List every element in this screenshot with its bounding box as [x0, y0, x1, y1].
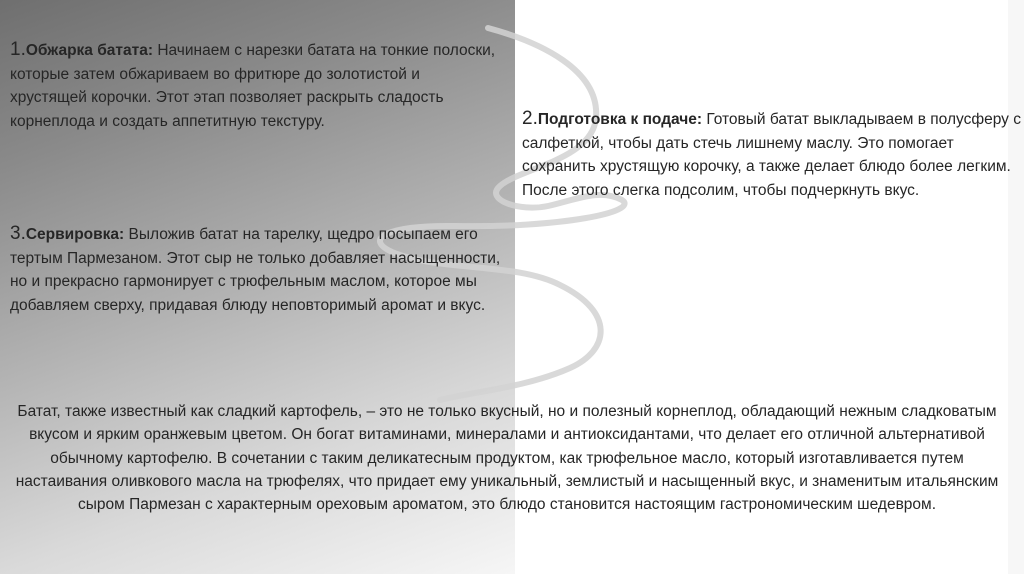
step-1-title: Обжарка батата:: [25, 42, 154, 59]
step-3-title: Сервировка:: [25, 226, 125, 243]
summary-paragraph: Батат, также известный как сладкий картофель, – это не только вкусный, но и полезный корнеплод, обладающий нежным сладковатым вкусом и ярким оранжевым цветом. Он богат витаминами, минералами и антиоксидантами, что делает его отличной альтернативой обычному картофелю. В сочетании с таким деликатесным продуктом, как трюфельное масло, который изготавливается путем настаивания оливкового масла на трюфелях, что придает ему уникальный, землистый и насыщенный вкус, и знаменитым итальянским сыром Пармезан с характерным ореховым ароматом, это блюдо становится настоящим гастрономическим шедевром.: [15, 403, 999, 514]
step-2-text: Готовый батат выкладываем в полусферу с салфеткой, чтобы дать стечь лишнему маслу. Это помогает сохранить хрустящую корочку, а также делает блюдо более легким. После этого слегка подсолим, чтобы подчеркнуть вкус.: [522, 111, 1021, 199]
step-1-text: Начинаем с нарезки батата на тонкие полоски, которые затем обжариваем во фритюре до золотистой и хрустящей корочки. Этот этап позволяет раскрыть сладость корнеплода и создать аппетитную текстуру.: [10, 42, 496, 130]
step-3-block: [10, 222, 510, 317]
step-3-number: 3.: [10, 223, 26, 244]
step-1-block: [10, 38, 500, 133]
step-3-text: Выложив батат на тарелку, щедро посыпаем его тертым Пармезаном. Этот сыр не только добавляет насыщенности, но и прекрасно гармонирует с трюфельным маслом, которое мы добавляем сверху, придавая блюду неповторимый аромат и вкус.: [10, 226, 501, 314]
step-2-block: [522, 107, 1022, 202]
step-2-title: Подготовка к подаче:: [537, 111, 703, 128]
step-2-number: 2.: [522, 108, 538, 129]
step-1-number: 1.: [10, 39, 26, 60]
